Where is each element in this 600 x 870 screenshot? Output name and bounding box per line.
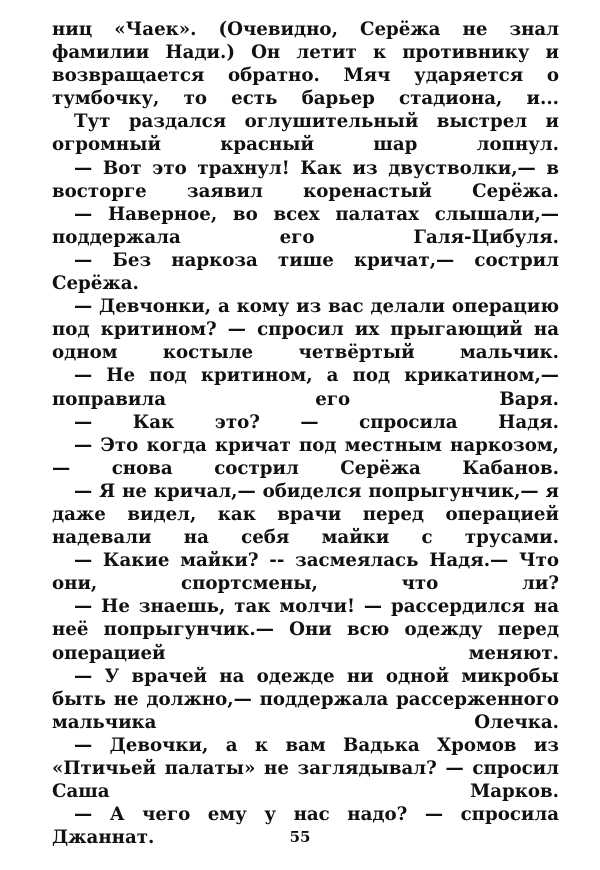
page-number: 55 (289, 828, 311, 846)
paragraph: — Не под критином, а под крикатином,— поправила его Варя. (52, 365, 559, 410)
paragraph: — Без наркоза тише кричат,— сострил Серёжа. (52, 249, 559, 295)
paragraph: — Девочки, а к вам Вадька Хромов из «Птичьей палаты» не заглядывал? — спросил Саша Марков. (52, 734, 559, 803)
paragraph: Тут раздался оглушительный выстрел и огромный красный шар лопнул. (52, 111, 559, 156)
paragraph: — Я не кричал,— обиделся попрыгунчик,— я даже видел, как врачи перед операцией надевали на себя майки с трусами. (52, 480, 559, 549)
paragraph: — А чего ему у нас надо? — спросила Джаннат. (52, 804, 559, 849)
paragraph: — Это когда кричат под местным наркозом,— снова сострил Серёжа Кабанов. (52, 434, 559, 479)
paragraph: — Как это? — спросила Надя. (74, 411, 559, 433)
paragraph: — Какие майки? -- засмеялась Надя.— Что они, спортсмены, что ли? (52, 550, 559, 595)
paragraph: — Девчонки, а кому из вас делали операцию под критином? — спросил их прыгающий на одном костыле четвёртый мальчик. (52, 296, 559, 364)
paragraph: — Вот это трахнул! Как из двустволки,— в восторге заявил коренастый Серёжа. (52, 157, 559, 202)
page-text (52, 18, 559, 849)
paragraph: — У врачей на одежде ни одной микробы быть не должно,— поддержала рассерженного мальчика Олечка. (52, 665, 559, 733)
paragraph: ниц «Чаек». (Очевидно, Серёжа не знал фамилии Нади.) Он летит к противнику и возвращается обратно. Мяч ударяется о тумбочку, то есть барьер стадиона, и... (52, 19, 559, 110)
paragraph: — Наверное, во всех палатах слышали,— поддержала его Галя-Цибуля. (52, 203, 559, 248)
paragraph: — Не знаешь, так молчи! — рассердился на неё попрыгунчик.— Они всю одежду перед операцией меняют. (52, 596, 559, 664)
